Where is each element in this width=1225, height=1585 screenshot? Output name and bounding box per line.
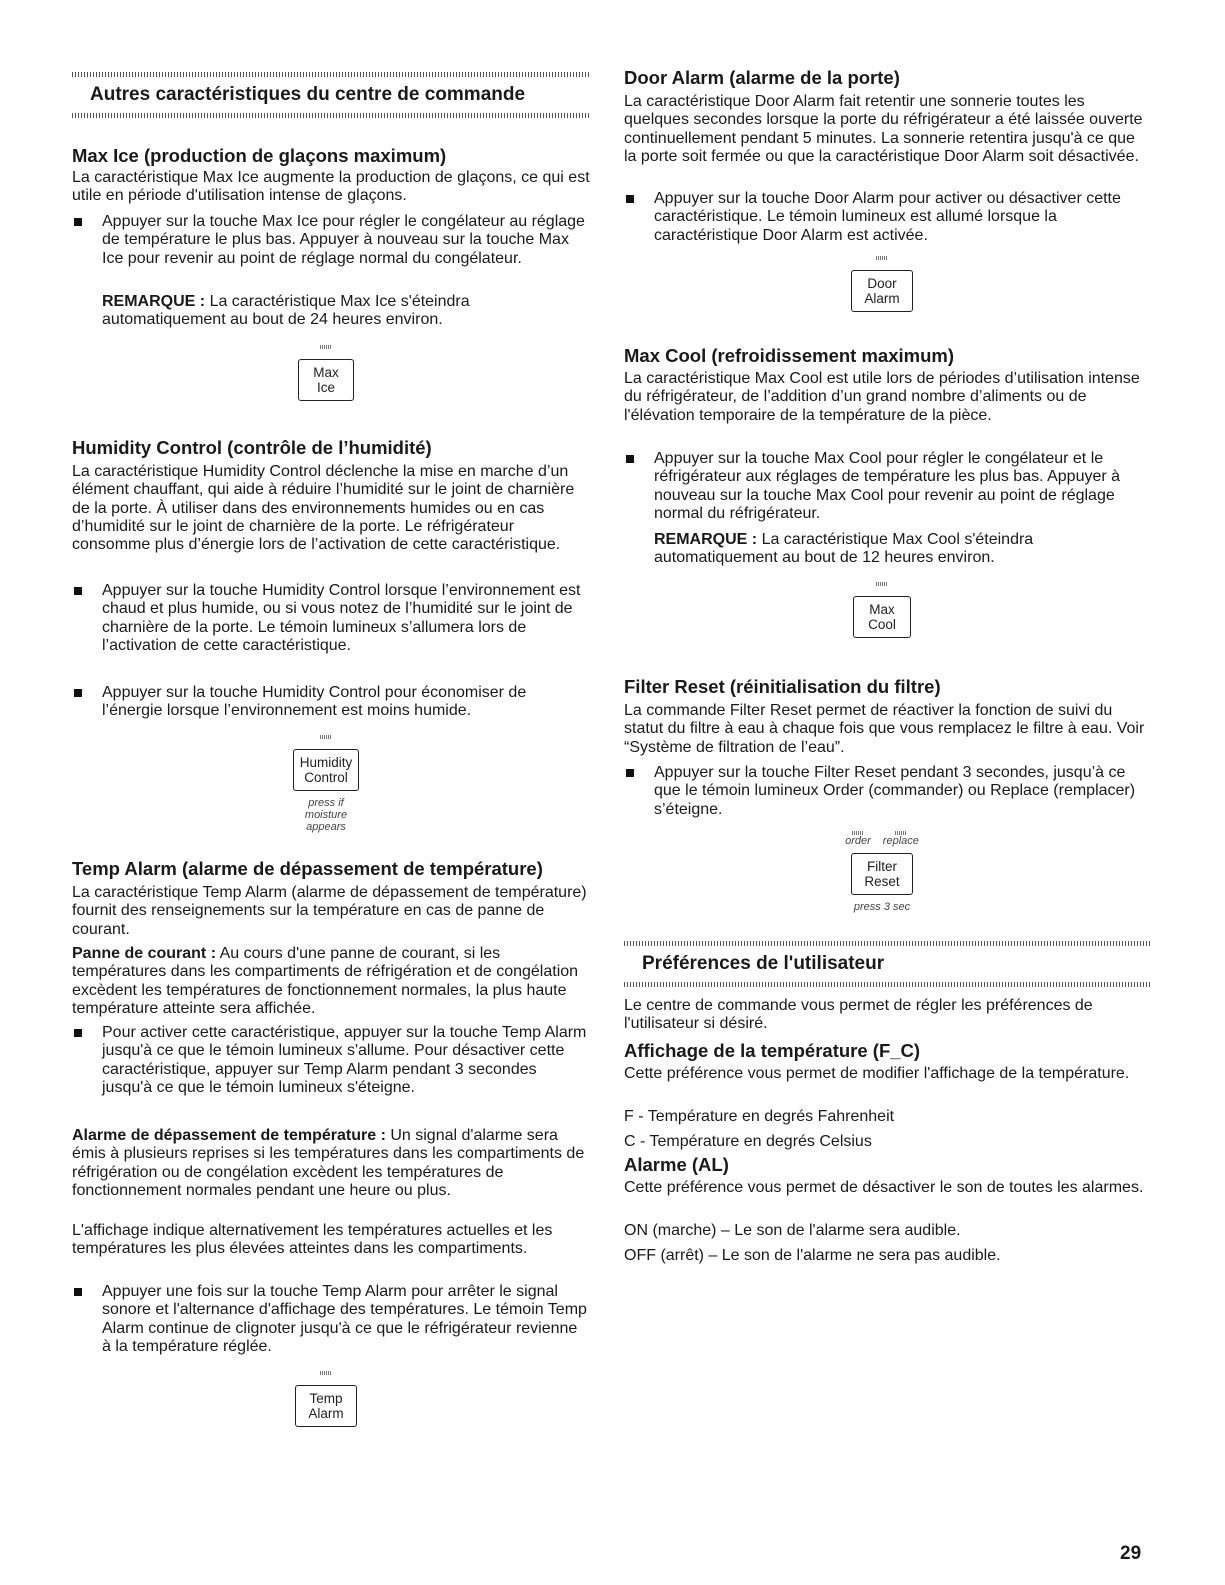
bullet-square-icon bbox=[74, 587, 82, 595]
bullet-square-icon bbox=[74, 1288, 82, 1296]
maxcool-bullet: Appuyer sur la touche Max Cool pour régler le congélateur et le réfrigérateur aux réglages de température les plus bas. Appuyer à nouveau sur la touche Max Cool pour revenir au point de réglage normal du réfrigérateur. bbox=[624, 450, 1150, 523]
bullet-square-icon bbox=[74, 1029, 82, 1037]
humidity-heading: Humidity Control (contrôle de l’humidité) bbox=[72, 437, 432, 458]
filter-caption: press 3 sec bbox=[853, 901, 911, 913]
filter-heading: Filter Reset (réinitialisation du filtre) bbox=[624, 676, 941, 697]
max-cool-button[interactable]: Max Cool bbox=[853, 596, 911, 638]
bullet-square-icon bbox=[626, 769, 634, 777]
alarme-paragraph: Alarme de dépassement de température : Un signal d'alarme sera émis à plusieurs reprises si les températures dans les compartiments de réfrigération ou de congélation excèdent les températures de fonctionnement normales pendant une heure ou plus. bbox=[72, 1127, 585, 1199]
section-banner bbox=[72, 72, 590, 118]
humidity-bullet-1: Appuyer sur la touche Humidity Control lorsque l’environnement est chaud et plus humide, ou si vous notez de l’humidité sur le joint de charnière de la porte. Le témoin lumineux s’allumera lors de l’activation de cette caractéristique. bbox=[72, 582, 590, 655]
page-number: 29 bbox=[1120, 1543, 1142, 1564]
humidity-body: La caractéristique Humidity Control déclenche la mise en marche d’un élément chauffant, qui aide à réduire l’humidité sur le joint de charnière de la porte. À utiliser dans des environnements humides ou en cas d’humidité sur le joint de charnière de la porte. Le réfrigérateur consomme plus d’énergie lors de l’activation de cette caractéristique. bbox=[72, 463, 575, 554]
indicator-light-icon bbox=[320, 1371, 332, 1375]
indicator-light-icon bbox=[876, 582, 888, 586]
affichage-paragraph: L'affichage indique alternativement les températures actuelles et les températures les plus élevées atteintes dans les compartiments. bbox=[72, 1222, 553, 1258]
alarme-heading: Alarme (AL) bbox=[624, 1154, 729, 1175]
humidity-caption: press if moisture appears bbox=[304, 797, 348, 833]
celsius-option: C - Température en degrés Celsius bbox=[624, 1133, 872, 1150]
door-heading: Door Alarm (alarme de la porte) bbox=[624, 67, 900, 88]
door-key-group bbox=[842, 256, 922, 312]
tempalarm-bullet-2: Appuyer une fois sur la touche Temp Alarm pour arrêter le signal sonore et l'alternance d'affichage des températures. Le témoin Temp Alarm continue de clignoter jusqu'à ce que le réfrigérateur revienne à la température réglée. bbox=[72, 1283, 590, 1356]
tempalarm-body: La caractéristique Temp Alarm (alarme de dépassement de température) fournit des renseignements sur la température en cas de panne de courant. bbox=[72, 884, 587, 938]
temp-alarm-button[interactable]: Temp Alarm bbox=[295, 1385, 356, 1427]
bullet-square-icon bbox=[74, 689, 82, 697]
filter-bullet: Appuyer sur la touche Filter Reset pendant 3 secondes, jusqu’à ce que le témoin lumineux Order (commander) ou Replace (remplacer) s’éteigne. bbox=[624, 764, 1150, 819]
replace-indicator-label: replace bbox=[882, 835, 919, 847]
affichage-heading: Affichage de la température (F_C) bbox=[624, 1040, 921, 1061]
maxice-key-group bbox=[286, 345, 366, 401]
maxice-bullet: Appuyer sur la touche Max Ice pour régler le congélateur au réglage de température le plus bas. Appuyer à nouveau sur la touche Max Ice pour revenir au point de réglage normal du congélateur. bbox=[72, 213, 590, 268]
banner-title: Autres caractéristiques du centre de commande bbox=[90, 84, 526, 105]
door-body: La caractéristique Door Alarm fait retentir une sonnerie toutes les quelques secondes lorsque la porte du réfrigérateur a été laissée ouverte continuellement pendant 5 minutes. La sonnerie retentira jusqu'à ce que la porte soit fermée ou que la caractéristique Door Alarm soit désactivée. bbox=[624, 93, 1143, 165]
affichage-body: Cette préférence vous permet de modifier l'affichage de la température. bbox=[624, 1065, 1130, 1082]
indicator-light-icon bbox=[876, 256, 888, 260]
indicator-light-icon bbox=[320, 735, 332, 739]
tempalarm-bullet-1: Pour activer cette caractéristique, appuyer sur la touche Temp Alarm jusqu'à ce que le témoin lumineux s'allume. Pour désactiver cette caractéristique, appuyer sur Temp Alarm pendant 3 secondes jusqu'à ce que le témoin lumineux s'éteigne. bbox=[72, 1024, 590, 1097]
door-alarm-button[interactable]: Door Alarm bbox=[851, 270, 912, 312]
order-indicator-label: order bbox=[845, 835, 871, 847]
humidity-bullet-2: Appuyer sur la touche Humidity Control pour économiser de l’énergie lorsque l’environnement est moins humide. bbox=[72, 684, 590, 721]
maxcool-body: La caractéristique Max Cool est utile lors de périodes d’utilisation intense du réfrigérateur, de l’addition d’un grand nombre d’aliments ou de l'élévation temporaire de la température de la pièce. bbox=[624, 370, 1140, 424]
bullet-square-icon bbox=[626, 195, 634, 203]
bullet-square-icon bbox=[626, 455, 634, 463]
filter-indicators bbox=[827, 831, 937, 847]
alarm-on-option: ON (marche) – Le son de l'alarme sera audible. bbox=[624, 1222, 961, 1239]
maxice-heading: Max Ice (production de glaçons maximum) bbox=[72, 145, 447, 166]
tempalarm-key-group bbox=[286, 1371, 366, 1427]
alarme-body: Cette préférence vous permet de désactiver le son de toutes les alarmes. bbox=[624, 1179, 1144, 1196]
filter-body: La commande Filter Reset permet de réactiver la fonction de suivi du statut du filtre à eau à chaque fois que vous remplacez le filtre à eau. Voir “Système de filtration de l’eau”. bbox=[624, 702, 1145, 756]
humidity-control-button[interactable]: Humidity Control bbox=[293, 749, 360, 791]
maxice-note: REMARQUE : La caractéristique Max Ice s'éteindra automatiquement au bout de 24 heures environ. bbox=[102, 293, 470, 329]
max-ice-button[interactable]: Max Ice bbox=[298, 359, 354, 401]
indicator-light-icon bbox=[320, 345, 332, 349]
alarm-off-option: OFF (arrêt) – Le son de l'alarme ne sera pas audible. bbox=[624, 1247, 1001, 1264]
maxcool-heading: Max Cool (refroidissement maximum) bbox=[624, 345, 954, 366]
maxice-body: La caractéristique Max Ice augmente la production de glaçons, ce qui est utile en période d'utilisation intense de glaçons. bbox=[72, 169, 590, 205]
maxcool-key-group bbox=[842, 582, 922, 638]
humidity-key-group bbox=[281, 735, 371, 833]
filter-key-group bbox=[827, 831, 937, 913]
panne-paragraph: Panne de courant : Au cours d'une panne de courant, si les températures dans les compartiments de réfrigération et de congélation excèdent les températures de fonctionnement normales, la plus haute température atteinte sera affichée. bbox=[72, 945, 579, 1017]
tempalarm-heading: Temp Alarm (alarme de dépassement de température) bbox=[72, 858, 543, 879]
fahrenheit-option: F - Température en degrés Fahrenheit bbox=[624, 1108, 895, 1125]
bullet-square-icon bbox=[74, 218, 82, 226]
banner-title: Préférences de l'utilisateur bbox=[642, 953, 885, 974]
door-bullet: Appuyer sur la touche Door Alarm pour activer ou désactiver cette caractéristique. Le témoin lumineux est allumé lorsque la caractéristique Door Alarm est activée. bbox=[624, 190, 1150, 245]
maxcool-note: REMARQUE : La caractéristique Max Cool s'éteindra automatiquement au bout de 12 heures environ. bbox=[654, 531, 1034, 567]
filter-reset-button[interactable]: Filter Reset bbox=[851, 853, 912, 895]
section-banner bbox=[624, 941, 1150, 987]
prefs-intro: Le centre de commande vous permet de régler les préférences de l'utilisateur si désiré. bbox=[624, 997, 1093, 1033]
